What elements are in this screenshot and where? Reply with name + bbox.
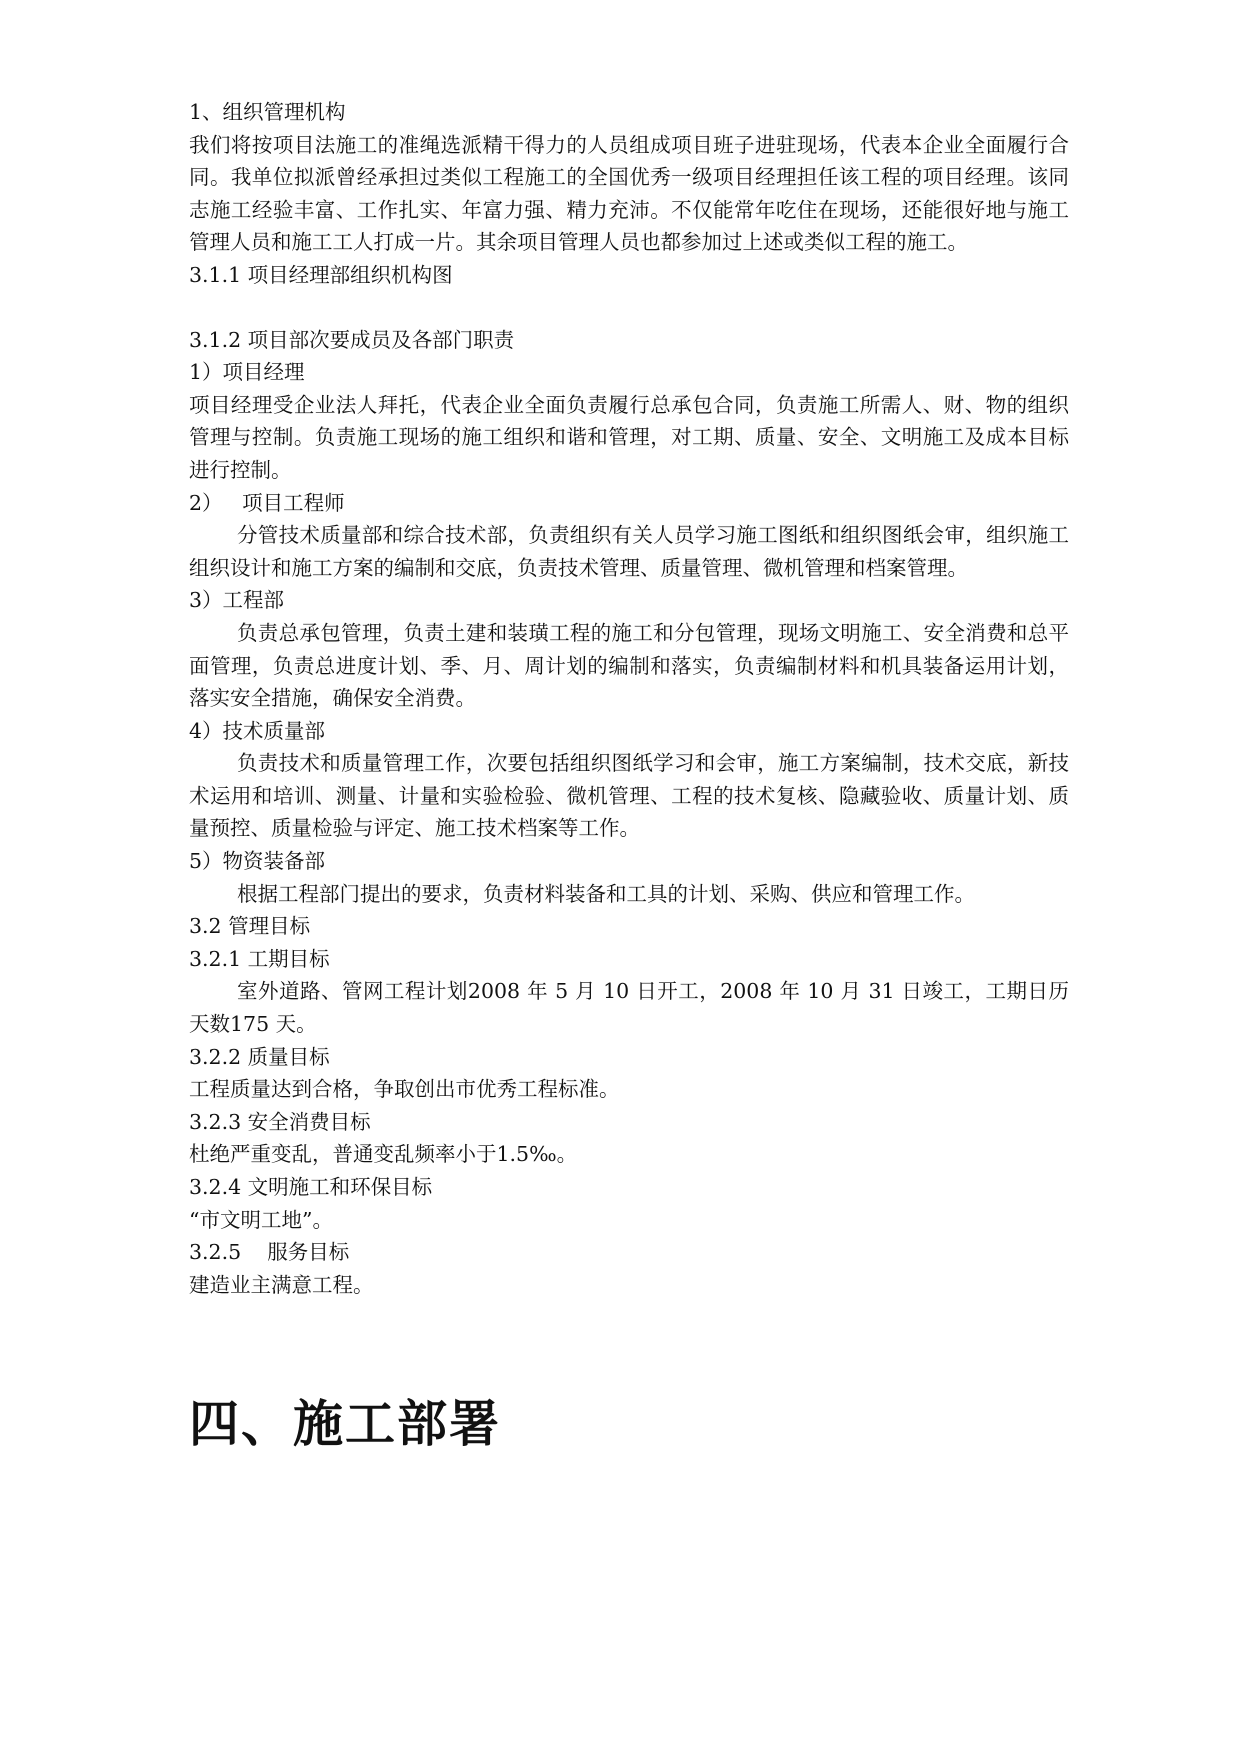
item-materials-dept-text: 根据工程部门提出的要求，负责材料装备和工具的计划、采购、供应和管理工作。 xyxy=(237,881,975,906)
civilized-construction-goal-title: 3.2.4 文明施工和环保目标 xyxy=(189,1175,433,1199)
document-page xyxy=(189,96,1069,1459)
safety-goal-title: 3.2.3 安全消费目标 xyxy=(189,1109,371,1134)
schedule-goal-text: 室外道路、管网工程计划2008 年 5 月 10 日开工，2008 年 10 月 31 日竣工，工期日历天数175 天。 xyxy=(189,979,1069,1037)
section-1-title: 1、组织管理机构 xyxy=(189,100,346,124)
item-engineering-dept-title: 3）工程部 xyxy=(189,588,285,613)
service-goal-title: 3.2.5 服务目标 xyxy=(189,1240,350,1265)
safety-goal-text: 杜绝严重变乱，普通变乱频率小于1.5‰。 xyxy=(189,1142,578,1167)
org-chart-placeholder xyxy=(189,292,1069,324)
item-materials-dept-title: 5）物资装备部 xyxy=(189,849,326,874)
members-duties-heading: 3.1.2 项目部次要成员及各部门职责 xyxy=(189,327,515,352)
item-project-manager-text: 项目经理受企业法人拜托，代表企业全面负责履行总承包合同，负责施工所需人、财、物的组织管理与控制。负责施工现场的施工组织和谐和管理，对工期、质量、安全、文明施工及成本目标进行控制。 xyxy=(189,392,1069,482)
item-engineering-dept-text: 负责总承包管理，负责土建和装璜工程的施工和分包管理，现场文明施工、安全消费和总平面管理，负责总进度计划、季、月、周计划的编制和落实，负责编制材料和机具装备运用计划，落实安全措施，确保安全消费。 xyxy=(189,620,1069,711)
quality-goal-title: 3.2.2 质量目标 xyxy=(189,1044,330,1069)
item-tech-quality-dept-text: 负责技术和质量管理工作，次要包括组织图纸学习和会审，施工方案编制，技术交底，新技术运用和培训、测量、计量和实验检验、微机管理、工程的技术复核、隐藏验收、质量计划、质量预控、质量检验与评定、施工技术档案等工作。 xyxy=(189,751,1069,841)
item-tech-quality-dept-title: 4）技术质量部 xyxy=(189,718,326,743)
management-goals-heading: 3.2 管理目标 xyxy=(189,914,311,939)
quality-goal-text: 工程质量达到合格，争取创出市优秀工程标准。 xyxy=(189,1077,620,1102)
service-goal-text: 建造业主满意工程。 xyxy=(189,1272,374,1297)
item-project-engineer-title: 2） 项目工程师 xyxy=(189,490,345,515)
item-project-manager-title: 1）项目经理 xyxy=(189,360,305,385)
chapter-4-heading: 四、施工部署 xyxy=(189,1395,501,1454)
section-1-paragraph: 我们将按项目法施工的准绳选派精干得力的人员组成项目班子进驻现场，代表本企业全面履行合同。我单位拟派曾经承担过类似工程施工的全国优秀一级项目经理担任该工程的项目经理。该同志施工经验丰富、工作扎实、年富力强、精力充沛。不仅能常年吃住在现场，还能很好地与施工管理人员和施工工人打成一片。其余项目管理人员也都参加过上述或类似工程的施工。 xyxy=(189,132,1069,255)
schedule-goal-title: 3.2.1 工期目标 xyxy=(189,946,330,971)
civilized-construction-goal-text: “市文明工地”。 xyxy=(189,1207,333,1232)
org-chart-heading: 3.1.1 项目经理部组织机构图 xyxy=(189,262,453,287)
item-project-engineer-text: 分管技术质量部和综合技术部，负责组织有关人员学习施工图纸和组织图纸会审，组织施工组织设计和施工方案的编制和交底，负责技术管理、质量管理、微机管理和档案管理。 xyxy=(189,523,1069,580)
